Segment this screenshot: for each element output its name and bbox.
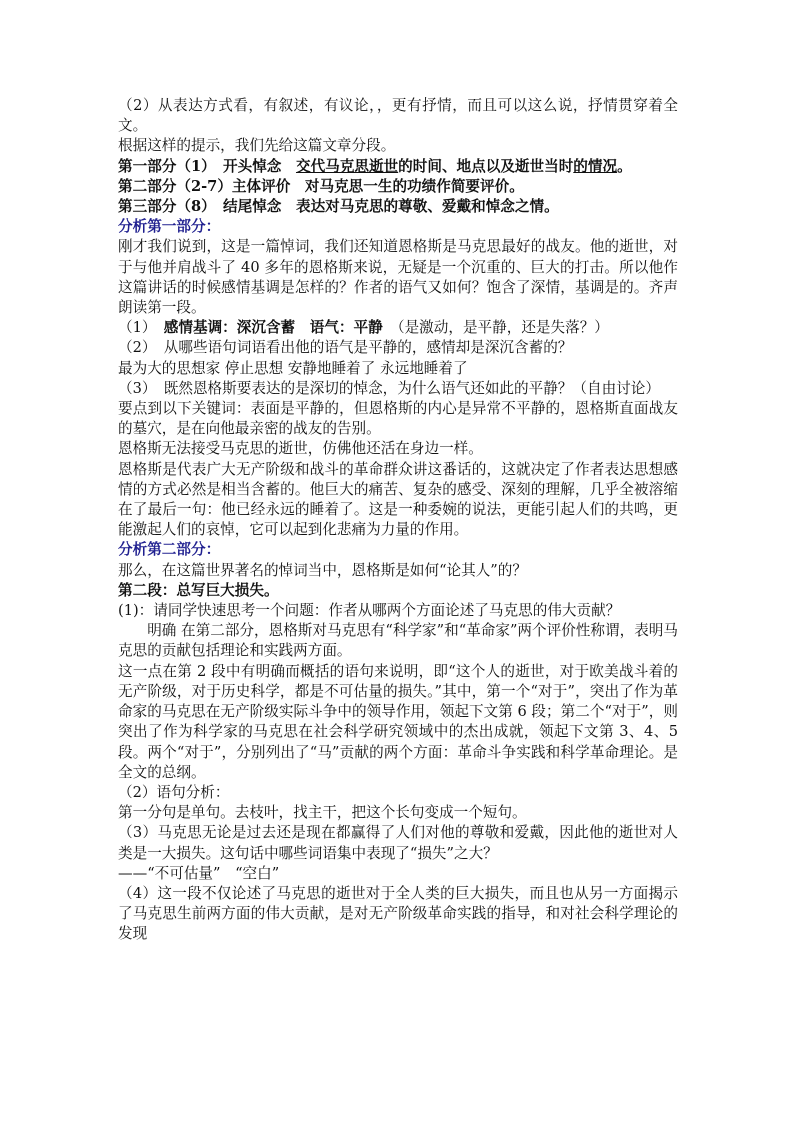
analysis-2-text: 那么，在这篇世界著名的悼词当中，恩格斯是如何“论其人”的？	[118, 561, 527, 579]
p2-answer-1b: 这一点在第 2 段中有明确而概括的语句来说明，即“这个人的逝世，对于欧美战斗着的无产阶级，对于历史科学，都是不可估量的损失。”其中，第一个“对于”，突出了作为革命家的马克思在无产阶级实际斗争中的领导作用，领起下文第 6 段；第二个“对于”，则突出了作为科学家的马克思在社会科学研究领域中的杰出成就，领起下文第 3、4、5 段。两个“对于”，分别列出了“马”贡献的两个方面：革命斗争实践和科学革命理论。是全文的总纲。	[118, 662, 678, 781]
part-1-middle: 的时间、地点以及逝世当时	[398, 157, 574, 175]
analysis-2-heading: 分析第二部分：	[118, 541, 221, 559]
part-1-label: 第一部分（1） 开头悼念	[118, 157, 296, 175]
p2-question-2: （2）语句分析：	[118, 783, 230, 801]
answer-3-part-2: 恩格斯无法接受马克思的逝世，仿佛他还活在身边一样。	[118, 440, 483, 458]
document-page	[118, 96, 678, 945]
intro-point-2: （2）从表达方式看，有叙述，有议论，，更有抒情，而且可以这么说，抒情贯穿着全文。	[118, 97, 678, 135]
answer-3-part-3: 恩格斯是代表广大无产阶级和战斗的革命群众讲这番话的，这就决定了作者表达思想感情的方式必然是相当含蓄的。他巨大的痛苦、复杂的感受、深刻的理解，几乎全被溶缩在了最后一句：他已经永远的睡着了。这是一种委婉的说法，更能引起人们的共鸣，更能激起人们的哀悼，它可以起到化悲痛为力量的作用。	[118, 460, 678, 539]
analysis-1-text: 刚才我们说到，这是一篇悼词，我们还知道恩格斯是马克思最好的战友。他的逝世，对于与他并肩战斗了 40 多年的恩格斯来说，无疑是一个沉重的、巨大的打击。所以他作这篇讲话的时候感情基调是怎样的？作者的语气又如何？饱含了深情，基调是的。齐声朗读第一段。	[118, 238, 678, 317]
intro-hint: 根据这样的提示，我们先给这篇文章分段。	[118, 137, 396, 155]
part-1-line	[118, 157, 678, 177]
part-2-line: 第二部分（2-7）主体评价 对马克思一生的功绩作简要评价。	[118, 177, 524, 195]
answer-3-part-1: 要点到以下关键词：表面是平静的，但恩格斯的内心是异常不平静的，恩格斯直面战友的墓穴，是在向他最亲密的战友的告别。	[118, 400, 678, 438]
p2-answer-1: 明确 在第二部分，恩格斯对马克思有“科学家”和“革命家”两个评价性称谓，表明马克思的贡献包括理论和实践两方面。	[118, 622, 678, 660]
p2-answer-3: ——“不可估量” “空白”	[118, 864, 280, 882]
paragraph-2-heading: 第二段：总写巨大损失。	[118, 581, 279, 599]
question-2: （2） 从哪些语句词语看出他的语气是平静的，感情却是深沉含蓄的？	[118, 339, 573, 357]
question-1	[118, 318, 678, 338]
p2-question-1: (1)：请同学快速思考一个问题：作者从哪两个方面论述了马克思的伟大贡献？	[118, 602, 621, 620]
question-1-suffix: （是激动，是平静，还是失落？）	[382, 319, 609, 337]
question-2-answer: 最为大的思想家 停止思想 安静地睡着了 永远地睡着了	[118, 359, 468, 377]
question-1-bold: 感情基调：深沉含蓄 语气：平静	[163, 319, 383, 337]
part-1-underlined-1: 交代马克思逝世	[295, 157, 399, 175]
question-1-prefix: （1）	[118, 319, 164, 337]
p2-question-3: （3）马克思无论是过去还是现在都赢得了人们对他的尊敬和爱戴，因此他的逝世对人类是一大损失。这句话中哪些词语集中表现了“损失”之大？	[118, 824, 678, 862]
part-1-end: 。	[617, 157, 632, 175]
question-3: （3） 既然恩格斯要表达的是深切的悼念，为什么语气还如此的平静？（自由讨论）	[118, 379, 660, 397]
p2-answer-2: 第一分句是单句。去枝叶，找主干，把这个长句变成一个短句。	[118, 804, 527, 822]
p2-question-4: （4）这一段不仅论述了马克思的逝世对于全人类的巨大损失，而且也从另一方面揭示了马克思生前两方面的伟大贡献，是对无产阶级革命实践的指导，和对社会科学理论的发现	[118, 884, 678, 943]
analysis-1-heading: 分析第一部分：	[118, 218, 221, 236]
part-1-underlined-2: 的情况	[573, 157, 618, 175]
part-3-line: 第三部分（8） 结尾悼念 表达对马克思的尊敬、爱戴和悼念之情。	[118, 198, 559, 216]
